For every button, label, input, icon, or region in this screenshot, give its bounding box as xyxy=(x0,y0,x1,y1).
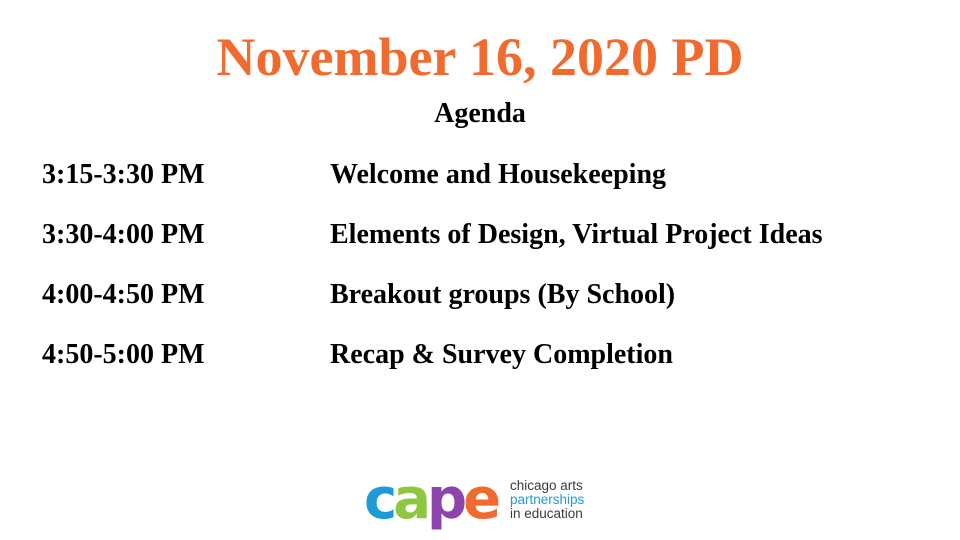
agenda-time: 4:50-5:00 PM xyxy=(42,339,205,370)
agenda-item: Breakout groups (By School) xyxy=(330,279,676,310)
agenda-time: 4:00-4:50 PM xyxy=(42,279,205,310)
logo-letter: p xyxy=(427,467,464,532)
tagline-line: partnerships xyxy=(510,492,585,507)
logo-letter: c xyxy=(364,467,394,532)
cape-logo-mark xyxy=(364,467,498,532)
agenda-heading: Agenda xyxy=(434,98,526,129)
agenda-row xyxy=(42,338,922,398)
tagline-line: in education xyxy=(510,506,583,521)
logo-letter: a xyxy=(393,467,427,532)
agenda-row xyxy=(42,218,922,278)
agenda-list xyxy=(42,158,922,398)
slide-title: November 16, 2020 PD xyxy=(216,27,744,87)
agenda-time: 3:15-3:30 PM xyxy=(42,159,205,190)
logo-tagline xyxy=(510,479,584,521)
agenda-item: Recap & Survey Completion xyxy=(330,339,673,370)
logo-letter: e xyxy=(463,467,498,532)
cape-logo xyxy=(364,467,604,536)
agenda-item: Welcome and Housekeeping xyxy=(330,159,667,190)
agenda-item: Elements of Design, Virtual Project Ideas xyxy=(330,219,823,250)
agenda-row xyxy=(42,158,922,218)
agenda-row xyxy=(42,278,922,338)
tagline-line: chicago arts xyxy=(510,478,583,493)
agenda-time: 3:30-4:00 PM xyxy=(42,219,205,250)
